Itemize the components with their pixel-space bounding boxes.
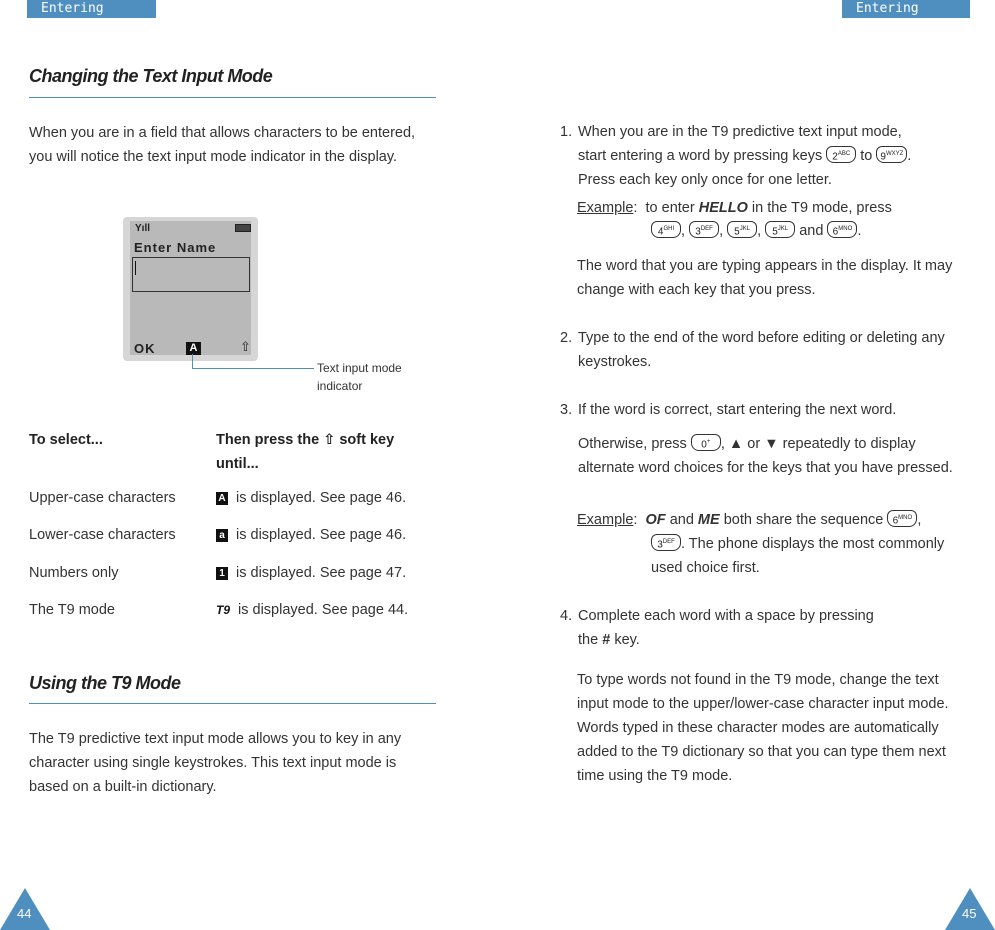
text-cursor xyxy=(135,261,136,275)
step-3-example: Example: OF and ME both share the sequence $6^{MNO}$ , xyxy=(577,508,967,532)
key-5-icon: $5^{JKL}$ xyxy=(727,221,757,238)
header-tab-left: Entering Text xyxy=(27,0,156,18)
shift-icon: ⇧ xyxy=(240,339,251,354)
table-row-select: Lower-case characters xyxy=(29,527,176,543)
key-9-icon: $9^{WXYZ}$ xyxy=(876,146,907,163)
key-3-icon: $3^{DEF}$ xyxy=(651,534,681,551)
battery-icon xyxy=(235,224,251,232)
step-3-line1: If the word is correct, start entering the next word. xyxy=(578,402,897,418)
numbers-mode-icon: 1 xyxy=(216,567,228,580)
step-1-text: When you are in the T9 predictive text input mode, start entering a word by pressing keys $2^{ABC}$ to $9^{WXYZ}$ . Press each key only once for one letter. xyxy=(578,124,912,188)
step-4-line2: the # key. xyxy=(578,632,640,648)
step-4-line1: Complete each word with a space by pressing xyxy=(578,608,874,624)
step-3-number: 3. xyxy=(560,402,573,418)
soft-key-ok: OK xyxy=(134,341,156,356)
page-number-right: 45 xyxy=(962,906,977,921)
down-arrow-icon: ▼ xyxy=(764,436,779,452)
hash-key-icon: # xyxy=(602,632,611,648)
step-1-example-keys: $4^{GHI}$ , $3^{DEF}$ , $5^{JKL}$ , $5^{JKL}$ and $6^{MNO}$ . xyxy=(651,219,951,243)
key-5-icon: $5^{JKL}$ xyxy=(765,221,795,238)
section-title-text-input-mode: Changing the Text Input Mode xyxy=(29,66,273,86)
table-header-select: To select... xyxy=(29,432,103,448)
table-row-desc: A is displayed. See page 46. xyxy=(216,486,406,510)
page-number-left: 44 xyxy=(17,906,32,921)
section2-intro: The T9 predictive text input mode allows you to key in any character using single keystrokes. This text input mode is based on a built-in dictionary. xyxy=(29,731,402,795)
callout-line xyxy=(192,354,193,368)
lower-case-mode-icon: a xyxy=(216,529,228,542)
key-0-icon: 0+ xyxy=(691,434,721,451)
step-3-text: Otherwise, press 0+ , ▲ or ▼ repeatedly to display alternate word choices for the keys that you have pressed. xyxy=(578,432,968,480)
section-rule xyxy=(29,97,436,98)
table-row-desc: a is displayed. See page 46. xyxy=(216,523,406,547)
key-3-icon: $3^{DEF}$ xyxy=(689,221,719,238)
upper-case-mode-icon: A xyxy=(216,492,228,505)
table-row-select: The T9 mode xyxy=(29,602,115,618)
table-row-desc: 1 is displayed. See page 47. xyxy=(216,561,406,585)
signal-icon: Yıll xyxy=(135,223,151,234)
key-6-icon: $6^{MNO}$ xyxy=(827,221,857,238)
step-1-number: 1. xyxy=(560,124,573,140)
table-row-select: Numbers only xyxy=(29,565,119,581)
step-2-text: Type to the end of the word before editing or deleting any keystrokes. xyxy=(578,330,945,370)
step-4-note: To type words not found in the T9 mode, change the text input mode to the upper/lower-case character input mode. Words typed in these character modes are automatically added to the T9 dictionary so that you can type them next time using the T9 mode. xyxy=(577,672,949,784)
section1-intro: When you are in a field that allows characters to be entered, you will notice the text input mode indicator in the display. xyxy=(29,125,416,165)
key-2-icon: $2^{ABC}$ xyxy=(826,146,856,163)
status-bar xyxy=(135,223,251,234)
table-row-select: Upper-case characters xyxy=(29,490,176,506)
step-3-example-cont: $3^{DEF}$ . The phone displays the most commonly used choice first. xyxy=(651,532,951,580)
key-6-icon: $6^{MNO}$ xyxy=(887,510,917,527)
step-1-example: Example: to enter HELLO in the T9 mode, press xyxy=(577,200,892,216)
screen-title: Enter Name xyxy=(134,240,217,255)
table-row-desc: T9 is displayed. See page 44. xyxy=(216,598,408,622)
step-1-note: The word that you are typing appears in the display. It may change with each key that you press. xyxy=(577,258,953,298)
section-rule xyxy=(29,703,436,704)
step-4-number: 4. xyxy=(560,608,573,624)
text-mode-indicator-icon: A xyxy=(186,342,201,355)
callout-line xyxy=(192,368,314,369)
table-header-press: Then press the ⇧ soft key until... xyxy=(216,432,395,472)
header-tab-right: Entering Text xyxy=(842,0,970,18)
callout-label: Text input mode indicator xyxy=(317,361,402,393)
step-2-number: 2. xyxy=(560,330,573,346)
phone-display xyxy=(123,217,258,361)
t9-mode-icon: T9 xyxy=(216,603,231,617)
key-4-icon: $4^{GHI}$ xyxy=(651,221,681,238)
up-arrow-icon: ▲ xyxy=(728,436,744,452)
section-title-t9-mode: Using the T9 Mode xyxy=(29,673,181,693)
name-input-field xyxy=(132,257,250,292)
